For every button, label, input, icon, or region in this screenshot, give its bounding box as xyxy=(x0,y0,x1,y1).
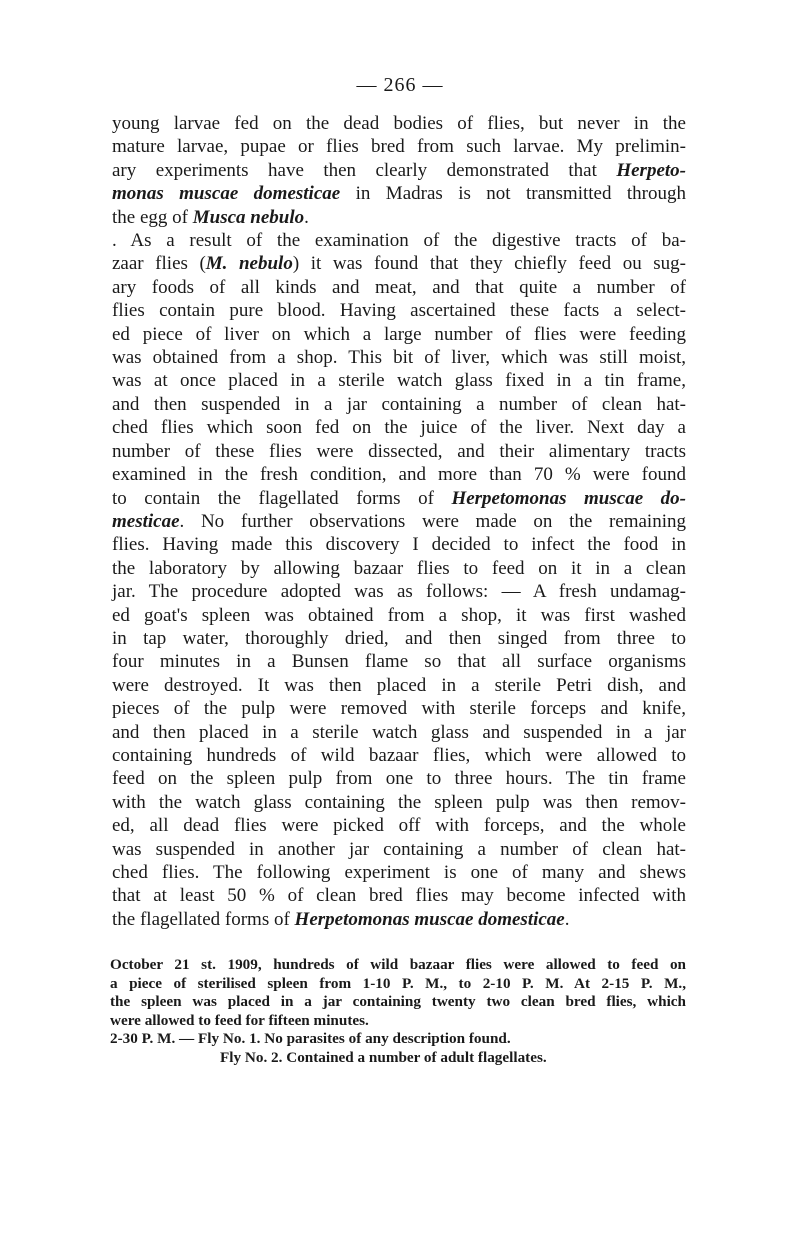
species-name: Herpetomonas muscae do- xyxy=(451,487,686,509)
text-line xyxy=(112,182,686,205)
note-line: Fly No. 2. Contained a number of adult flagellates. xyxy=(220,1048,547,1066)
text-line xyxy=(112,487,686,510)
text-line: young larvae fed on the dead bodies of flies, but never in the xyxy=(112,113,686,134)
text-line: and then placed in a sterile watch glass and suspended in a jar xyxy=(112,721,686,743)
text-line xyxy=(112,908,686,931)
text-line: examined in the fresh condition, and more than 70 % were found xyxy=(112,464,686,486)
text-run: . No further observations were made on the remaining xyxy=(179,510,686,532)
text-line xyxy=(112,252,686,275)
text-line: number of these flies were dissected, and their alimentary tracts xyxy=(112,440,686,462)
note-line: were allowed to feed for fifteen minutes. xyxy=(110,1011,369,1029)
text-line xyxy=(112,159,686,182)
species-name: monas muscae domesticae xyxy=(112,183,341,205)
text-line: was at once placed in a sterile watch glass fixed in a tin frame, xyxy=(112,370,686,392)
text-line: mature larvae, pupae or flies bred from such larvae. My prelimin- xyxy=(112,136,686,158)
species-name: mesticae xyxy=(112,510,180,532)
text-line: in tap water, thoroughly dried, and then singed from three to xyxy=(112,627,686,649)
text-line xyxy=(112,206,686,229)
text-line: . As a result of the examination of the digestive tracts of ba- xyxy=(112,230,686,252)
text-line: that at least 50 % of clean bred flies may become infected with xyxy=(112,885,686,907)
page-number: — 266 — xyxy=(356,74,444,96)
text-run: ) it was found that they chiefly feed ou sug- xyxy=(292,253,686,275)
body-text xyxy=(112,112,686,931)
text-line: ed, all dead flies were picked off with forceps, and the whole xyxy=(112,815,686,837)
note-line: 2-30 P. M. — Fly No. 1. No parasites of any description found. xyxy=(110,1030,511,1048)
text-line: flies. Having made this discovery I decided to infect the food in xyxy=(112,534,686,556)
text-line: pieces of the pulp were removed with sterile forceps and knife, xyxy=(112,698,686,720)
text-line: ched flies. The following experiment is one of many and shews xyxy=(112,862,686,883)
text-line: with the watch glass containing the spleen pulp was then remov- xyxy=(112,791,686,813)
text-line: the laboratory by allowing bazaar flies to feed on it in a clean xyxy=(112,557,686,579)
text-run: in Madras is not transmitted through xyxy=(340,183,686,205)
text-line: feed on the spleen pulp from one to three hours. The tin frame xyxy=(112,768,686,790)
text-line: were destroyed. It was then placed in a sterile Petri dish, and xyxy=(112,674,686,696)
text-line: ed goat's spleen was obtained from a shop, it was first washed xyxy=(112,604,686,626)
note-line: a piece of sterilised spleen from 1-10 P. M., to 2-10 P. M. At 2-15 P. M., xyxy=(110,974,686,992)
text-line: jar. The procedure adopted was as follows: — A fresh undamag- xyxy=(112,581,686,603)
text-line: was obtained from a shop. This bit of liver, which was still moist, xyxy=(112,347,686,369)
text-line: ed piece of liver on which a large number of flies were feeding xyxy=(112,323,686,345)
text-line: ary foods of all kinds and meat, and that quite a number of xyxy=(112,276,686,298)
text-run: the egg of xyxy=(112,206,193,228)
text-line xyxy=(112,510,686,533)
text-run: ary experiments have then clearly demonstrated that xyxy=(112,159,617,181)
text-line: flies contain pure blood. Having ascertained these facts a select- xyxy=(112,300,686,322)
species-name: Herpetomonas muscae domesticae xyxy=(294,908,565,930)
text-run: the flagellated forms of xyxy=(112,908,295,930)
experiment-notes xyxy=(110,956,686,1068)
note-line: the spleen was placed in a jar containing twenty two clean bred flies, which xyxy=(110,993,686,1011)
species-name: M. nebulo xyxy=(205,253,293,275)
note-line: October 21 st. 1909, hundreds of wild bazaar flies were allowed to feed on xyxy=(110,956,686,973)
text-line: containing hundreds of wild bazaar flies, which were allowed to xyxy=(112,744,686,766)
text-line: was suspended in another jar containing a number of clean hat- xyxy=(112,838,686,860)
species-name: Herpeto- xyxy=(616,159,686,181)
text-line: four minutes in a Bunsen flame so that all surface organisms xyxy=(112,651,686,673)
species-name: Musca nebulo xyxy=(192,206,305,228)
text-run: to contain the flagellated forms of xyxy=(112,487,452,509)
text-run: . xyxy=(564,908,570,930)
text-run: zaar flies ( xyxy=(112,253,206,275)
text-line: and then suspended in a jar containing a number of clean hat- xyxy=(112,393,686,415)
text-line: ched flies which soon fed on the juice of the liver. Next day a xyxy=(112,417,686,439)
text-run: . xyxy=(304,206,309,228)
